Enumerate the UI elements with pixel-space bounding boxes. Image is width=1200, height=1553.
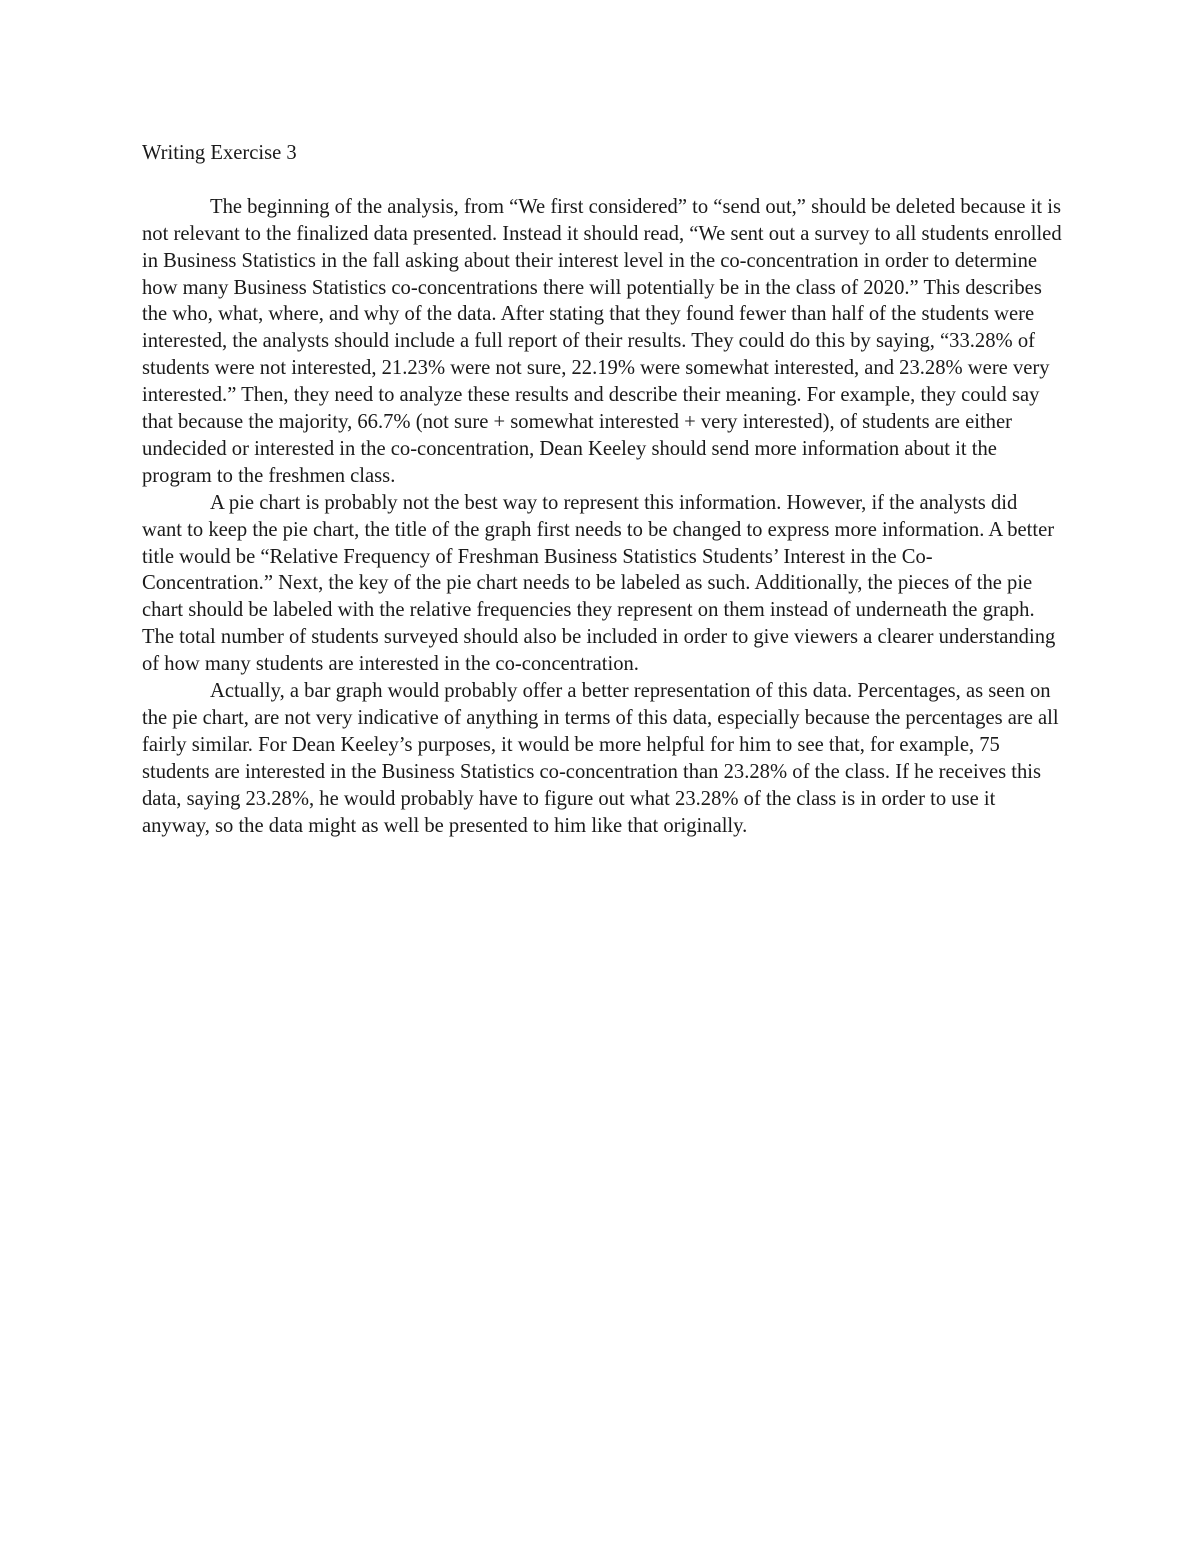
document-body: [142, 140, 1062, 840]
paragraph-analysis-revision: The beginning of the analysis, from “We first considered” to “send out,” should be deleted because it is not relevant to the finalized data presented. Instead it should read, “We sent out a survey to all students enrolled in Business Statistics in the fall asking about their interest level in the co-concentration in order to determine how many Business Statistics co-concentrations there will potentially be in the class of 2020.” This describes the who, what, where, and why of the data. After stating that they found fewer than half of the students were interested, the analysts should include a full report of their results. They could do this by saying, “33.28% of students were not interested, 21.23% were not sure, 22.19% were somewhat interested, and 23.28% were very interested.” Then, they need to analyze these results and describe their meaning. For example, they could say that because the majority, 66.7% (not sure + somewhat interested + very interested), of students are either undecided or interested in the co-concentration, Dean Keeley should send more information about it the program to the freshmen class.: [142, 195, 1062, 487]
paragraph-bar-graph-suggestion: Actually, a bar graph would probably offer a better representation of this data. Percentages, as seen on the pie chart, are not very indicative of anything in terms of this data, especially because the percentages are all fairly similar. For Dean Keeley’s purposes, it would be more helpful for him to see that, for example, 75 students are interested in the Business Statistics co-concentration than 23.28% of the class. If he receives this data, saying 23.28%, he would probably have to figure out what 23.28% of the class is in order to use it anyway, so the data might as well be presented to him like that originally.: [142, 680, 1059, 837]
document-title: Writing Exercise 3: [142, 142, 297, 164]
paragraph-pie-chart-critique: A pie chart is probably not the best way to represent this information. However, if the analysts did want to keep the pie chart, the title of the graph first needs to be changed to express more information. A better title would be “Relative Frequency of Freshman Business Statistics Students’ Interest in the Co-Concentration.” Next, the key of the pie chart needs to be labeled as such. Additionally, the pieces of the pie chart should be labeled with the relative frequencies they represent on them instead of underneath the graph. The total number of students surveyed should also be included in order to give viewers a clearer understanding of how many students are interested in the co-concentration.: [142, 491, 1056, 676]
